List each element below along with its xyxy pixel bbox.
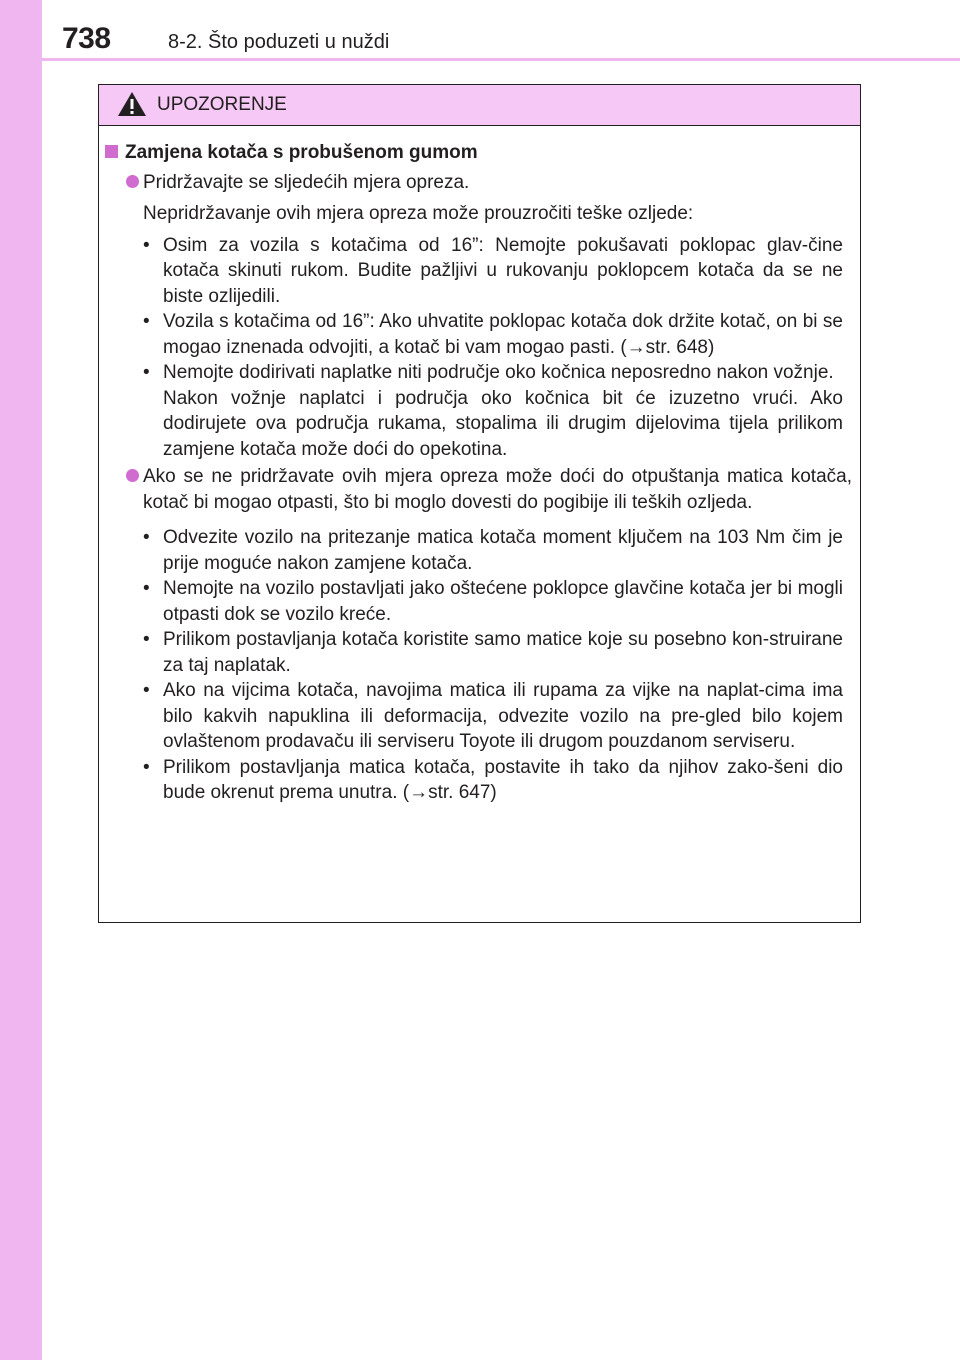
bullet-list — [99, 525, 860, 806]
square-bullet-icon — [105, 145, 118, 158]
intro-text: Nepridržavanje ovih mjera opreza može prouzročiti teške ozljede: — [143, 203, 694, 224]
warning-heading: Zamjena kotača s probušenom gumom — [99, 140, 860, 166]
list-item: • Nemojte dodirivati naplatke niti područje oko kočnica neposredno nakon vožnje. — [143, 362, 834, 383]
list-item: • Nemojte na vozilo postavljati jako oštećene poklopce glavčine kotača jer bi mogli otpasti dok se vozilo kreće. — [143, 578, 843, 625]
point-item: Ako se ne pridržavate ovih mjera opreza može doći do otpuštanja matica kotača, kotač bi mogao otpasti, što bi moglo dovesti do pogibije ili teških ozljeda. — [99, 464, 860, 515]
header-rule — [42, 58, 960, 61]
point-item: Pridržavajte se sljedećih mjera opreza. — [99, 170, 860, 196]
circle-bullet-icon — [126, 175, 139, 188]
circle-bullet-icon — [126, 469, 139, 482]
list-item: • Osim za vozila s kotačima od 16”: Nemojte pokušavati poklopac glav-čine kotača skinuti rukom. Budite pažljivi u rukovanju poklopcem kotača da se ne biste ozlijedili. — [143, 234, 843, 307]
list-item: • Prilikom postavljanja matica kotača, postavite ih tako da njihov zako-šeni dio bude okrenut prema unutra. (→str. 647) — [143, 756, 843, 803]
section-title: 8-2. Što poduzeti u nuždi — [168, 31, 390, 53]
list-item: • Prilikom postavljanja kotača koristite samo matice koje su posebno kon-struirane za taj naplatak. — [143, 629, 843, 676]
warning-box — [98, 84, 861, 923]
list-item-continuation: Nakon vožnje naplatci i područja oko kočnica bit će izuzetno vrući. Ako dodirujete ova područja rukama, stopalima ili drugim dijelovima tijela prilikom zamjene kotača može doći do opekotina. — [163, 387, 843, 460]
list-item: • Ako na vijcima kotača, navojima matica ili rupama za vijke na naplat-cima ima bilo kakvih napuklina ili deformacija, odvezite vozilo na pre-gled bilo kojem ovlaštenom prodavaču ili serviseru Toyote ili drugom pouzdanom serviseru. — [143, 680, 843, 752]
bullet-list — [99, 233, 860, 463]
list-item: • Vozila s kotačima od 16”: Ako uhvatite poklopac kotača dok držite kotač, on bi se mogao iznenada odvojiti, a kotač bi vam mogao pasti. (→str. 648) — [143, 311, 843, 358]
warning-title: UPOZORENJE — [157, 94, 287, 115]
page-number: 738 — [62, 22, 111, 55]
warning-header — [99, 85, 860, 126]
warning-triangle-icon — [117, 91, 147, 117]
side-accent-bar — [0, 0, 42, 1360]
warning-body — [99, 140, 860, 806]
list-item: • Odvezite vozilo na pritezanje matica kotača moment ključem na 103 Nm čim je prije moguće nakon zamjene kotača. — [143, 527, 843, 574]
